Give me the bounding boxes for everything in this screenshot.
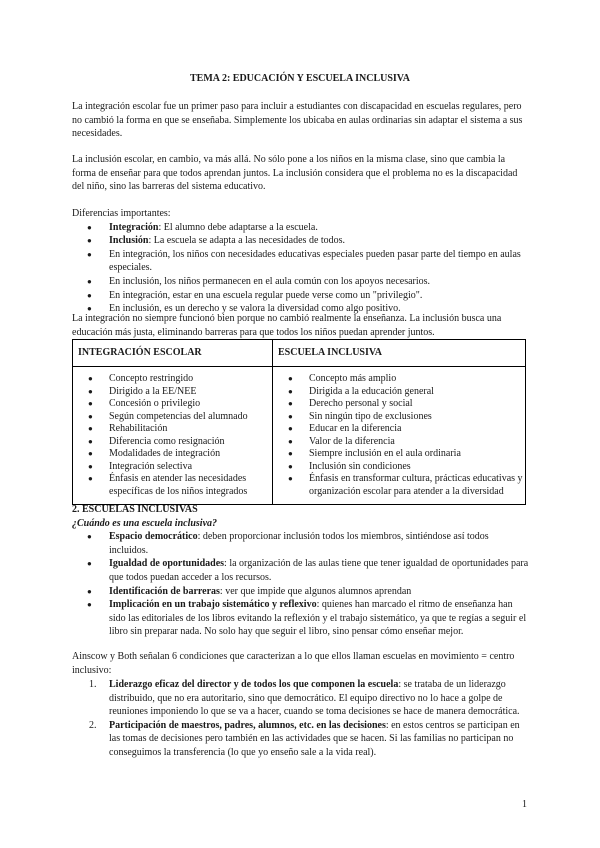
list-item-text: : El alumno debe adaptarse a la escuela. <box>158 221 318 233</box>
list-item-text: En inclusión, es un derecho y se valora la diversidad como algo positivo. <box>109 303 401 315</box>
list-item <box>72 221 530 235</box>
list-item-text: : deben proporcionar inclusión todos los miembros, sintiéndose así todos incluidos. <box>109 531 489 556</box>
conditions-list <box>72 530 530 639</box>
paragraph-ainscow: Ainscow y Both señalan 6 condiciones que caracterizan a lo que ellos llaman escuelas en movimiento = centro inclusivo: <box>72 651 515 676</box>
list-item-term: Igualdad de oportunidades <box>109 558 225 570</box>
list-item <box>72 598 530 639</box>
table-list-item: ● Énfasis en atender las necesidades específicas de los niños integrados <box>73 473 270 498</box>
list-item-text: : La escuela se adapta a las necesidades de todos. <box>148 235 346 247</box>
comparison-table <box>72 339 526 505</box>
numbered-item-text: : se trataba de un liderazgo distribuido, que no era autoritario, sino que democrático. El equipo directivo no lo hace a golpe de reuniones imponiendo lo que se va a hacer, cuando se toma decisiones se hace de manera democrática. <box>109 679 520 718</box>
paragraph-summary: La integración no siempre funcionó bien porque no cambió realmente la enseñanza. La inclusión busca una educación más justa, eliminando barreras para que todos los niños puedan aprender juntos. <box>72 313 502 338</box>
table-list-item: ● Siempre inclusión en el aula ordinaria <box>273 448 523 461</box>
table-list-item: ● Dirigida a la educación general <box>273 386 523 399</box>
table-header-inclusive: ESCUELA INCLUSIVA <box>273 340 526 367</box>
table-list-item: ● Modalidades de integración <box>73 448 270 461</box>
list-item-text: : la organización de las aulas tiene que tener igualdad de oportunidades para que todos puedan acceder a los recursos. <box>109 558 529 583</box>
table-cell-inclusive <box>273 367 526 505</box>
table-header-integration: INTEGRACIÓN ESCOLAR <box>73 340 273 367</box>
table-list-item: ● Rehabilitación <box>73 423 270 436</box>
table-list-item: ● Valor de la diferencia <box>273 436 523 449</box>
list-item-text: : quienes han marcado el ritmo de enseñanza han sido las editoriales de los libros evitando la reflexión y el trabajo sistemático, ya que te regías a seguir el libro sin preparar nada. No solo hay que seguir el libro, sino pensar cómo enseñar mejor. <box>109 599 527 638</box>
differences-section <box>72 207 530 316</box>
table-list-item: ● Sin ningún tipo de exclusiones <box>273 411 523 424</box>
table-list-item: ● Diferencia como resignación <box>73 436 270 449</box>
table-list-item: ● Concesión o privilegio <box>73 398 270 411</box>
table-cell-integration <box>73 367 273 505</box>
list-item-term: Integración <box>109 221 159 233</box>
list-item <box>72 530 530 557</box>
inclusive-list <box>273 373 523 498</box>
differences-heading: Diferencias importantes: <box>72 208 171 219</box>
table-list-item: ● Concepto restringido <box>73 373 270 386</box>
numbered-item-text: : en estos centros se participan en las tomas de decisiones pero también en las actividades que se hacen. Si las familias no participan no conseguimos la transferencia (lo que yo enseño sale a la vida real). <box>109 719 520 758</box>
section-heading: 2. ESCUELAS INCLUSIVAS <box>72 504 198 515</box>
section-inclusive-schools <box>72 503 530 639</box>
numbered-list <box>72 678 530 760</box>
numbered-item-term: Liderazgo eficaz del director y de todos los que componen la escuela <box>109 679 399 690</box>
list-item <box>72 557 530 584</box>
list-item-term: Implicación en un trabajo sistemático y reflexivo <box>109 599 317 611</box>
page-number: 1 <box>522 799 527 810</box>
list-item <box>72 585 530 599</box>
paragraph-inclusion: La inclusión escolar, en cambio, va más allá. No sólo pone a los niños en la misma clase, sino que cambia la forma de enseñar para que todos aprendan juntos. La inclusión considera que el problema no es la discapacidad del niño, sino las barreras del sistema educativo. <box>72 154 518 193</box>
page-title: TEMA 2: EDUCACIÓN Y ESCUELA INCLUSIVA <box>190 73 410 84</box>
list-item <box>72 275 530 289</box>
integration-list <box>73 373 270 498</box>
list-item-term: Identificación de barreras <box>109 585 220 597</box>
table-list-item: ● Según competencias del alumnado <box>73 411 270 424</box>
table-row <box>73 367 526 505</box>
table-list-item: ● Integración selectiva <box>73 461 270 474</box>
table-list-item: ● Inclusión sin condiciones <box>273 461 523 474</box>
table-list-item: ● Concepto más amplio <box>273 373 523 386</box>
list-item-text: En integración, los niños con necesidades educativas especiales pueden pasar parte del tiempo en aulas especiales. <box>109 248 521 274</box>
numbered-item <box>72 719 530 760</box>
table-list-item: ● Derecho personal y social <box>273 398 523 411</box>
list-item-term: Espacio democrático <box>109 531 198 543</box>
list-item-term: Inclusión <box>109 235 149 247</box>
table-header-row <box>73 340 526 367</box>
paragraph-integration: La integración escolar fue un primer paso para incluir a estudiantes con discapacidad en escuelas regulares, pero no cambió la forma en que se enseñaba. Simplemente los ubicaba en aulas ordinarias sin adaptar el sistema a sus necesidades. <box>72 101 523 140</box>
list-item <box>72 289 530 303</box>
list-item-text: En integración, estar en una escuela regular puede verse como un "privilegio". <box>109 289 423 301</box>
table-list-item: ● Dirigido a la EE/NEE <box>73 386 270 399</box>
item-number: 1. <box>89 679 97 690</box>
numbered-item <box>72 678 530 719</box>
list-item-text: : ver que impide que algunos alumnos aprendan <box>219 585 412 597</box>
table-list-item: ● Educar en la diferencia <box>273 423 523 436</box>
item-number: 2. <box>89 719 97 731</box>
table-list-item: ● Énfasis en transformar cultura, prácticas educativas y organización escolar para atender a la diversidad <box>273 473 523 498</box>
list-item <box>72 248 530 275</box>
list-item-text: En inclusión, los niños permanecen en el aula común con los apoyos necesarios. <box>109 275 431 287</box>
list-item <box>72 234 530 248</box>
differences-list <box>72 221 530 316</box>
numbered-item-term: Participación de maestros, padres, alumnos, etc. en las decisiones <box>109 719 386 731</box>
section-question: ¿Cuándo es una escuela inclusiva? <box>72 517 218 529</box>
